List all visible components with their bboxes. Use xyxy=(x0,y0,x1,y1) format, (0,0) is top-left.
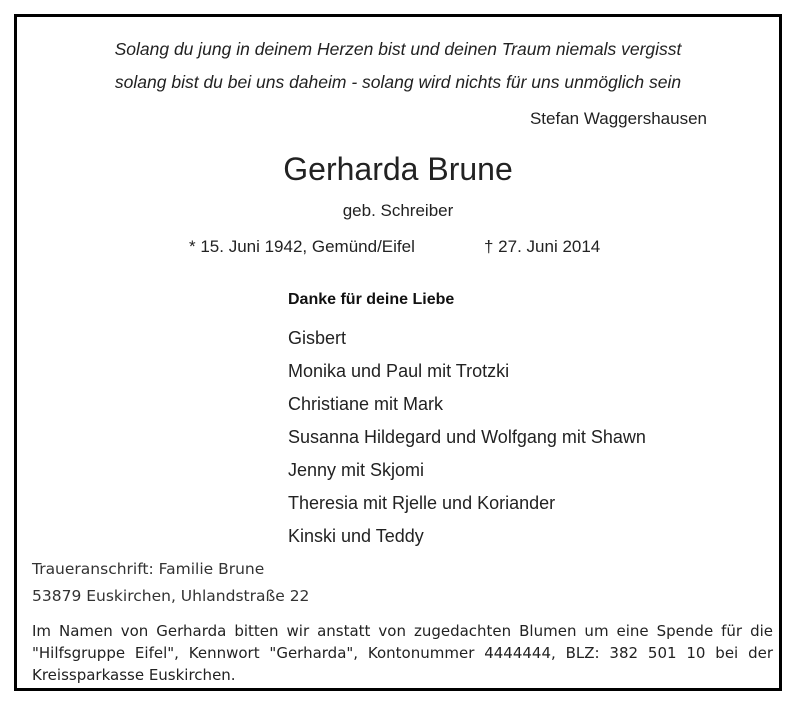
mourner-item: Kinski und Teddy xyxy=(288,526,424,546)
death-date: † 27. Juni 2014 xyxy=(484,237,601,256)
mourner-item: Monika und Paul mit Trotzki xyxy=(288,361,510,381)
mourner-item: Christiane mit Mark xyxy=(288,394,444,414)
quote-author: Stefan Waggershausen xyxy=(529,109,707,128)
mourners-list xyxy=(288,322,646,553)
obituary-notice xyxy=(14,14,782,691)
donation-request: Im Namen von Gerharda bitten wir anstatt von zugedachten Blumen um eine Spende für die "Hilfsgruppe Eifel", Kennwort "Gerharda", Kontonummer 4444444, BLZ: 382 501 10 bei der Kreissparkasse Euskirchen. xyxy=(32,622,773,684)
birth-name: geb. Schreiber xyxy=(342,201,454,220)
mourner-item: Susanna Hildegard und Wolfgang mit Shawn xyxy=(288,427,646,447)
deceased-name: Gerharda Brune xyxy=(283,151,513,187)
mourner-item: Gisbert xyxy=(288,328,347,348)
mourner-item: Theresia mit Rjelle und Koriander xyxy=(288,493,556,513)
thanks-heading: Danke für deine Liebe xyxy=(288,291,455,308)
quote-line-2: solang bist du bei uns daheim - solang wird nichts für uns unmöglich sein xyxy=(114,72,682,92)
mourner-item: Jenny mit Skjomi xyxy=(288,460,425,480)
mourning-address-line-1: Traueranschrift: Familie Brune xyxy=(32,560,265,578)
mourning-address-line-2: 53879 Euskirchen, Uhlandstraße 22 xyxy=(32,587,310,605)
quote-line-1: Solang du jung in deinem Herzen bist und deinen Traum niemals vergisst xyxy=(114,39,682,59)
birth-date: * 15. Juni 1942, Gemünd/Eifel xyxy=(189,237,415,256)
